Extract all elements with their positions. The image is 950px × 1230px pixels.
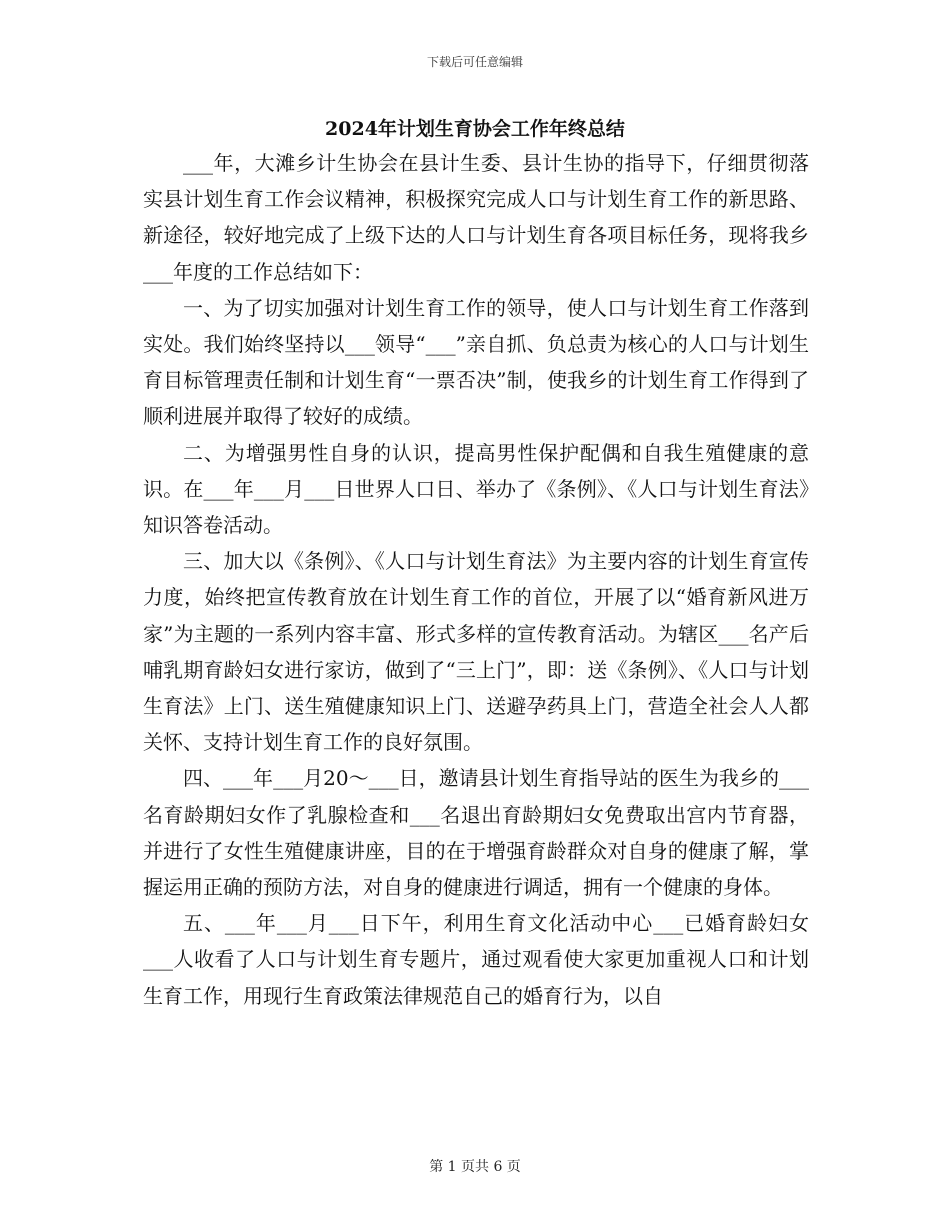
document-body (143, 145, 809, 1014)
document-title: 2024年计划生育协会工作年终总结 (325, 118, 625, 140)
page-number: 第 1 页共 6 页 (429, 1159, 521, 1175)
paragraph-intro: ___年，大滩乡计生协会在县计生委、县计生协的指导下，仔细贯彻落实县计划生育工作会议精神，积极探究完成人口与计划生育工作的新思路、新途径，较好地完成了上级下达的人口与计划生育各项目标任务，现将我乡___年度的工作总结如下： (143, 151, 809, 284)
page-header: 下载后可任意编辑 (426, 55, 523, 69)
paragraph-section-4: 四、___年___月20～___日，邀请县计划生育指导站的医生为我乡的___名育龄期妇女作了乳腺检查和___名退出育龄期妇女免费取出宫内节育器，并进行了女性生殖健康讲座，目的在于增强育龄群众对自身的健康了解，掌握运用正确的预防方法，对自身的健康进行调适，拥有一个健康的身体。 (143, 766, 809, 900)
paragraph-section-5: 五、___年___月___日下午，利用生育文化活动中心___已婚育龄妇女___人收看了人口与计划生育专题片，通过观看使大家更加重视人口和计划生育工作，用现行生育政策法律规范自己的婚育行为，以自 (143, 911, 809, 1008)
paragraph-section-2: 二、为增强男性自身的认识，提高男性保护配偶和自我生殖健康的意识。在___年___月___日世界人口日、举办了《条例》、《人口与计划生育法》知识答卷活动。 (143, 440, 809, 538)
paragraph-section-1: 一、为了切实加强对计划生育工作的领导，使人口与计划生育工作落到实处。我们始终坚持以___领导“___”亲自抓、负总责为核心的人口与计划生育目标管理责任制和计划生育“一票否决”制，使我乡的计划生育工作得到了顺利进展并取得了较好的成绩。 (143, 295, 809, 429)
paragraph-section-3: 三、加大以《条例》、《人口与计划生育法》为主要内容的计划生育宣传力度，始终把宣传教育放在计划生育工作的首位，开展了以“婚育新风进万家”为主题的一系列内容丰富、形式多样的宣传教育活动。为辖区___名产后哺乳期育龄妇女进行家访，做到了“三上门”，即：送《条例》、《人口与计划生育法》上门、送生殖健康知识上门、送避孕药具上门，营造全社会人人都关怀、支持计划生育工作的良好氛围。 (143, 549, 809, 755)
